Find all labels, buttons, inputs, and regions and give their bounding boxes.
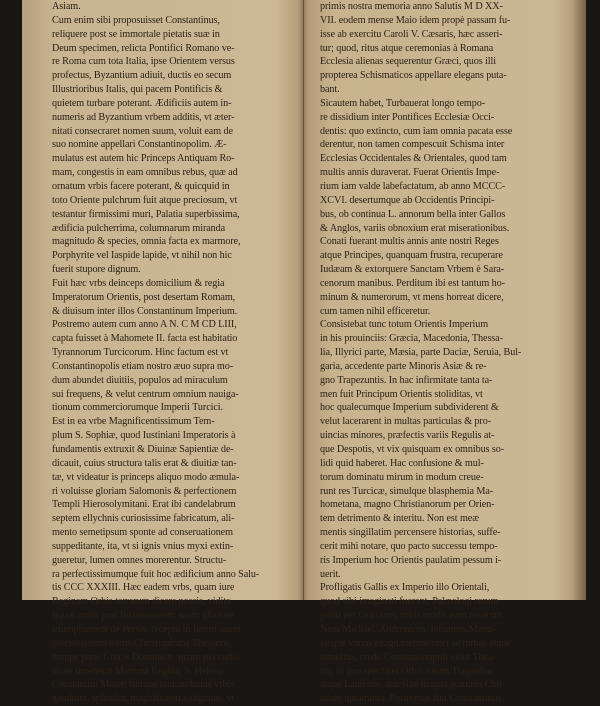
text-line: stiani ignominia. Postremus fuit Constantinus bbox=[320, 693, 502, 705]
text-line: bus, ob continua L. annorum bella inter Gallos bbox=[320, 208, 506, 220]
text-line: uincias minores, præfectis variis Regulis at- bbox=[320, 430, 495, 442]
text-line: Iudæam & extorquere Sanctam Vrbem è Sara- bbox=[320, 264, 505, 276]
text-line: derentur, non tamen compescuit Schisma inter bbox=[320, 139, 505, 151]
text-line: mento semetipsum sponte ad conseruationem bbox=[52, 527, 233, 539]
text-line: Constantinopolis etiam nostro æuo supra mo- bbox=[52, 360, 234, 372]
page-edge-shadow bbox=[572, 0, 586, 600]
text-line: nitati consecraret nomen suum, voluit eam de bbox=[52, 125, 233, 137]
text-line: Illustrioribus Italis, qui pacem Pontificis & bbox=[52, 84, 223, 96]
text-line: ra perfectissimumque fuit hoc ædificium anno Salu- bbox=[52, 568, 260, 580]
right-text-column bbox=[320, 0, 572, 706]
text-line: septem ellychnis curiosissime fabricatum, ali- bbox=[52, 513, 235, 525]
text-line: magnitudo & species, omnia facta ex marmore, bbox=[52, 236, 241, 248]
text-line: reliquere post se immortale pietatis suæ in bbox=[52, 28, 220, 40]
text-line: tionum commerciorumque Imperii Turcici. bbox=[52, 402, 223, 414]
text-line: XCVI. desertumque ab Occidentis Principi- bbox=[320, 194, 495, 206]
text-line: quod sibi imaginati fuerant, Palæologi rerum bbox=[320, 596, 499, 608]
text-line: VII. eodem mense Maio idem propè passam fu- bbox=[320, 14, 511, 26]
text-line: cum tamen nihil efficeretur. bbox=[320, 305, 431, 317]
text-line: plum S. Sophiæ, quod Iustiniani Imperatoris à bbox=[52, 430, 236, 442]
text-line: testantur firmissimi muri, Palatia superbissima, bbox=[52, 208, 240, 220]
text-line: minum & numerorum, vt mens horreat dicere, bbox=[320, 291, 504, 303]
text-line: Ecclesia alienas sequerentur Græci, quos illi bbox=[320, 56, 496, 68]
text-line: isse ab exercitu Caroli V. Cæsaris, hæc asseri- bbox=[320, 28, 503, 40]
text-line: triumphantem de Persis, recepto in finum suum bbox=[52, 623, 241, 635]
text-line: hoc qualecumque Imperium subdividerent & bbox=[320, 402, 499, 414]
text-line: Reginam Orbis terrarum dicere possis, vidita- bbox=[52, 596, 234, 608]
text-line: liquot annis post Instauratorem suum gloriose bbox=[52, 610, 234, 622]
text-line: ri voluisse gloriam Salomonis & perfectionem bbox=[52, 485, 237, 497]
text-line: Asiam. bbox=[52, 1, 81, 12]
text-line: preciosissimo totius Christianitatis Thesauro, bbox=[52, 637, 232, 649]
text-line: primis nostra memoria anno Salutis M D XX- bbox=[320, 1, 503, 12]
text-line: ornatum vrbis facere poterant, & quicquid in bbox=[52, 180, 230, 192]
text-line: nempe parte Crucis Dominicæ, quam pia curio- bbox=[52, 651, 242, 663]
text-line: mulatus est autem hic Princeps Antiquam Ro- bbox=[52, 153, 235, 165]
text-line: Conati fuerant multis annis ante nostri Reges bbox=[320, 236, 499, 248]
text-line: mam, congestis in eam omnibus rebus, quæ ad bbox=[52, 167, 238, 179]
text-line: cenorum manibus. Perditum ibi est tantum ho- bbox=[320, 277, 505, 289]
text-line: tro, in quo spectaret Orbis totum Tragœdias bbox=[320, 665, 494, 677]
text-line: re Roma cum tota Italia, ipse Orientem versus bbox=[52, 56, 235, 68]
text-line: fundamentis extruxit & Diuinæ Sapientiæ de- bbox=[52, 444, 234, 455]
text-line: runt res Turcicæ, simulque blasphemia Ma- bbox=[320, 485, 494, 497]
text-line: Sicautem habet, Turbauerat longo tempo- bbox=[320, 97, 486, 109]
text-line: & Anglos, variis obnoxium erat miserationibus. bbox=[320, 222, 510, 234]
text-line: gueretur, lumen omnes morerentur. Structu- bbox=[52, 554, 227, 566]
text-line: lia, Illyrici parte, Mæsia, parte Daciæ, Seruia, Bul- bbox=[320, 347, 522, 359]
text-line: Templi Hierosolymitani. Erat ibi candelabrum bbox=[52, 499, 236, 511]
text-line: sui frequens, & velut centrum omnium nauiga- bbox=[52, 388, 239, 400]
text-line: hometana, magno Christianorum per Orien- bbox=[320, 499, 495, 511]
text-line: suo nomine appellari Constantinopolim. Æ- bbox=[52, 139, 227, 151]
left-text-column bbox=[52, 0, 300, 706]
text-line: bant. bbox=[320, 84, 340, 96]
text-line: suppeditante, ita, vt si ignis vnius myxi extin- bbox=[52, 540, 234, 552]
text-line: tæ, vt videatur is princeps aliquo modo æmula- bbox=[52, 471, 240, 483]
column-divider bbox=[303, 0, 304, 600]
text-line: Imperatorum Orientis, post desertam Romam, bbox=[52, 291, 236, 303]
text-line: velut lacerarent in multas particulas & pro- bbox=[320, 416, 491, 428]
text-line: garia, accedente parte Minoris Asiæ & re- bbox=[320, 360, 487, 372]
text-line: Nam Michael, Andronicus, Iohannes Manu- bbox=[320, 623, 496, 635]
text-line: multis annis duraverat. Fuerat Orientis Impe- bbox=[320, 167, 500, 179]
text-line: mentis singillatim percensere historias, suffe- bbox=[320, 527, 501, 539]
text-line: lidi quid haberet. Hac confusione & mul- bbox=[320, 457, 484, 469]
text-line: dentis: quo extincto, cum iam omnia pacata esse bbox=[320, 125, 513, 137]
text-line: sitate inuenerat Matrona Regina, S. Helena bbox=[52, 665, 223, 677]
text-line: quietem turbare poterant. Ædificiis autem in- bbox=[52, 97, 232, 109]
text-line: re dissidium inter Pontifices Ecclesiæ Occi- bbox=[320, 111, 495, 123]
text-line: tumultus, credo Constantinopoli velut Thea- bbox=[320, 651, 496, 663]
text-line: ædificia pulcherrima, columnarum miranda bbox=[52, 222, 226, 234]
text-line: cerit mihi notare, quo pacto successu tempo- bbox=[320, 540, 498, 552]
text-line: Postremo autem cum anno A N. C M CD LIII, bbox=[52, 319, 237, 331]
text-line: que Despotis, vt vix quisquam ex omnibus so- bbox=[320, 444, 505, 455]
text-line: Deum specimen, relicta Pontifici Romano ve- bbox=[52, 42, 235, 54]
text-line: toto Oriente pulchrum fuit atque preciosum, vt bbox=[52, 194, 238, 206]
text-line: Tyrannorum Turcicorum. Hinc factum est vt bbox=[52, 347, 229, 359]
text-line: capta fuisset à Mahomete II. facta est habitatio bbox=[52, 333, 238, 345]
text-line: in his prouinciis: Græcia, Macedonia, Thessa- bbox=[320, 333, 503, 345]
text-line: potiti per Græciam, miris modis eam rexerunt. bbox=[320, 610, 505, 622]
text-line: tem detrimento & interitu. Non est meæ bbox=[320, 513, 479, 525]
text-line: Porphyrite vel Iaspide lapide, vt nihil non hic bbox=[52, 250, 232, 262]
text-line: Constantini Mater; fuitque tantum huius vrbis bbox=[52, 679, 234, 691]
text-line: uerit. bbox=[320, 568, 341, 580]
text-line: Fuit hæc vrbs deinceps domicilium & regia bbox=[52, 277, 225, 289]
text-line: gno Trapezuntis. In hac infirmitate tanta ta- bbox=[320, 374, 493, 386]
text-line: Profligatis Gallis ex Imperio illo Orientali, bbox=[320, 582, 490, 594]
text-line: Est in ea vrbe Magnificentissimum Tem- bbox=[52, 416, 215, 428]
text-line: dum abundet diuitiis, populos ad miraculum bbox=[52, 374, 228, 386]
text-line: numeris ad Byzantium vrbem additis, vt æter- bbox=[52, 111, 235, 123]
text-line: atque Lanienas, non sine magna nominis Chri- bbox=[320, 679, 506, 691]
text-line: profectus, Byzantium adiuit, ductis eo secum bbox=[52, 70, 232, 82]
text-line: men fuit Principum Orientis stoliditas, vt bbox=[320, 388, 483, 400]
text-line: eleque varias exagitauerunt inter se turbas atque bbox=[320, 637, 511, 649]
text-line: Ecclesias Occidentales & Orientales, quod tam bbox=[320, 153, 507, 165]
text-line: dicauit, cuius structura talis erat & diuitiæ tan- bbox=[52, 457, 237, 469]
text-line: Consistebat tunc totum Orientis Imperium bbox=[320, 319, 489, 331]
text-line: tis CCC XXXIII. Hæc eadem vrbs, quam iure bbox=[52, 582, 235, 594]
text-line: & diuisum inter illos Constantinum Imperium. bbox=[52, 305, 238, 317]
text-line: tur; quod, ritus atque ceremonias à Romana bbox=[320, 42, 494, 54]
book-page bbox=[22, 0, 586, 705]
text-line: gaudium, splendor, magnificentia, dignitas, vt bbox=[52, 693, 235, 705]
text-line: Cum enim sibi proposuisset Constantinus, bbox=[52, 14, 220, 26]
text-line: atque Principes, quanquam frustra, recuperare bbox=[320, 250, 503, 262]
text-line: torum dominatu mirum in modum creue- bbox=[320, 471, 484, 483]
text-line: ris Imperium hoc Orientis paulatim pessum i- bbox=[320, 554, 502, 566]
text-line: propterea Schismaticos appellare elegans puta- bbox=[320, 70, 507, 82]
text-line: rium iam valde labefactatum, ab anno MCCC- bbox=[320, 180, 506, 192]
text-line: fuerit stupore dignum. bbox=[52, 264, 141, 276]
